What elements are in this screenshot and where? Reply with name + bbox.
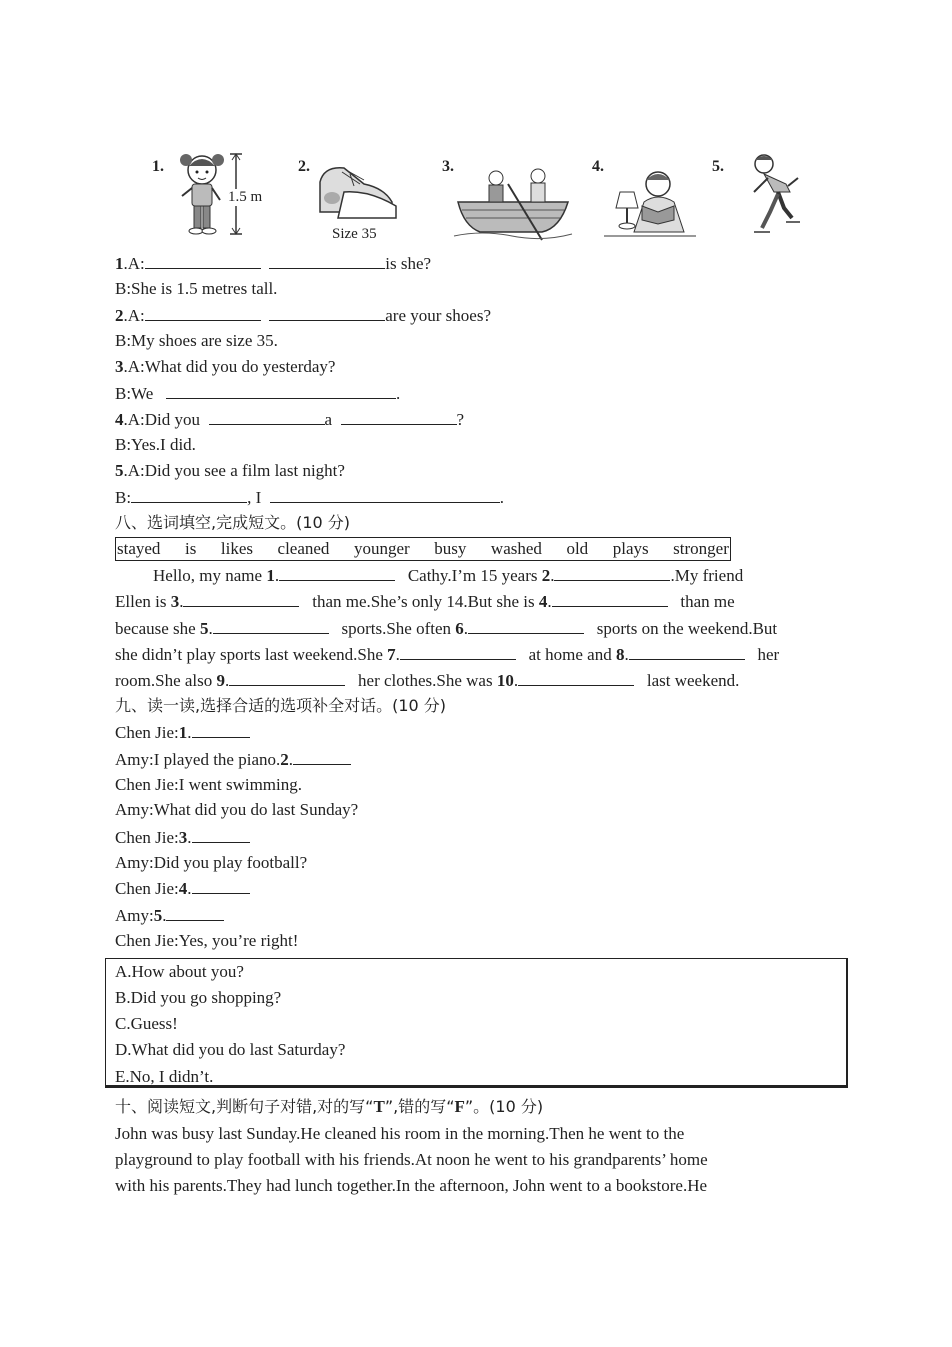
speaker-prefix: B: [115, 488, 132, 507]
q3-a-line [115, 356, 335, 378]
blank-number: 8 [615, 645, 625, 664]
speaker-prefix: .A: [123, 254, 145, 273]
q5-a-line [115, 460, 345, 482]
answer-blank[interactable] [554, 564, 670, 581]
option-item: B.Did you go shopping? [115, 988, 282, 1007]
word-bank-item: stayed [117, 539, 161, 558]
passage-text: her [757, 645, 780, 664]
passage-text: at home and [528, 645, 616, 664]
word-bank-item: is [184, 539, 197, 558]
answer-blank[interactable] [213, 617, 329, 634]
question-number: 2 [115, 306, 124, 325]
answer-blank[interactable] [552, 590, 668, 607]
question-number: 4 [115, 410, 124, 429]
picture-row [0, 148, 952, 248]
blank-number: 1 [178, 723, 188, 742]
dialogue-line: Chen Jie:3. [115, 826, 250, 849]
option-item: D.What did you do last Saturday? [115, 1040, 346, 1059]
question-text: .A:Did you see a film last night? [123, 461, 345, 480]
passage-text: than me.She’s only 14.But she is [312, 592, 539, 611]
sentence-end: . [499, 488, 504, 507]
answer-blank[interactable] [400, 643, 516, 660]
dialogue-line: Chen Jie:1. [115, 721, 250, 744]
boat-icon [452, 164, 574, 242]
heading-text: ”。(10 分) [464, 1097, 544, 1116]
picture-number: 5. [712, 158, 724, 175]
false-mark: F [454, 1097, 465, 1116]
answer-blank[interactable] [192, 877, 250, 894]
boy-reading-icon [604, 162, 696, 240]
dialogue-text: I played the piano. [153, 750, 281, 769]
q4-a-line [115, 408, 464, 431]
answer-blank[interactable] [166, 382, 396, 399]
option-item: C.Guess! [115, 1014, 178, 1033]
passage-text: sports.She often [341, 619, 456, 638]
passage-text: Hello, my name [153, 566, 267, 585]
answer-mid: , I [247, 488, 262, 507]
passage-line: she didn’t play sports last weekend.She 7. at home and 8. her [115, 645, 780, 664]
picture-number: 1. [152, 158, 164, 175]
answer-blank[interactable] [341, 408, 457, 425]
passage-text: .My friend [670, 566, 744, 585]
question-text: .A:What did you do yesterday? [123, 357, 336, 376]
answer-blank[interactable] [518, 669, 634, 686]
part10-heading [115, 1096, 543, 1118]
true-mark: T [373, 1097, 385, 1116]
answer-blank[interactable] [192, 826, 250, 843]
question-number: 3 [115, 357, 124, 376]
blank-number: 5 [153, 906, 163, 925]
speaker: Amy: [115, 750, 154, 769]
sentence-end: are your shoes? [385, 306, 491, 325]
passage-text: room.She also [115, 671, 217, 690]
answer-blank[interactable] [293, 748, 351, 765]
shoes-icon [314, 162, 400, 224]
blank-number: 10 [496, 671, 514, 690]
part9-heading: 九、读一读,选择合适的选项补全对话。(10 分) [115, 696, 447, 715]
passage-text: than me [680, 592, 735, 611]
answer-blank[interactable] [468, 617, 584, 634]
q5-b-line [115, 486, 504, 509]
picture-number: 4. [592, 158, 604, 175]
passage-text: Cathy.I’m 15 years [407, 566, 542, 585]
reading-passage-line: playground to play football with his friends.At noon he went to his grandparents’ home [115, 1150, 708, 1169]
word-bank-item: cleaned [277, 539, 330, 558]
option-item: E.No, I didn’t. [115, 1067, 214, 1086]
answer-blank[interactable] [269, 304, 385, 321]
dialogue-line: Amy:Did you play football? [115, 853, 308, 872]
question-mid: a [324, 410, 333, 429]
blank-number: 3 [170, 592, 180, 611]
q2-a-line [115, 304, 491, 327]
word-bank-item: younger [353, 539, 410, 558]
blank-number: 7 [387, 645, 396, 664]
word-bank-item: plays [612, 539, 649, 558]
dialogue-line: Amy:What did you do last Sunday? [115, 800, 359, 819]
word-bank-item: washed [490, 539, 542, 558]
picture-number: 3. [442, 158, 454, 175]
dialogue-line: Amy:I played the piano.2. [115, 748, 351, 771]
blank-number: 9 [216, 671, 226, 690]
question-text: .A:Did you [123, 410, 200, 429]
blank-number: 4 [538, 592, 548, 611]
dialogue-line: Chen Jie:I went swimming. [115, 775, 302, 794]
answer-blank[interactable] [269, 252, 385, 269]
sentence-end: is she? [385, 254, 432, 273]
answer-blank[interactable] [629, 643, 745, 660]
reading-passage-line: John was busy last Sunday.He cleaned his room in the morning.Then he went to the [115, 1124, 685, 1143]
q1-b-line: B:She is 1.5 metres tall. [115, 279, 278, 298]
sentence-end: ? [456, 410, 465, 429]
speaker: Chen Jie: [115, 879, 179, 898]
answer-blank[interactable] [166, 904, 224, 921]
blank-number: 2 [541, 566, 551, 585]
answer-blank[interactable] [229, 669, 345, 686]
part8-heading: 八、选词填空,完成短文。(10 分) [115, 513, 351, 532]
blank-number: 4 [178, 879, 188, 898]
question-number: 1 [115, 254, 124, 273]
dialogue-line: Amy:5. [115, 904, 224, 927]
blank-number: 6 [455, 619, 464, 638]
answer-blank[interactable] [145, 252, 261, 269]
blank-number: 2 [280, 750, 289, 769]
speaker-prefix: .A: [123, 306, 145, 325]
passage-line: room.She also 9. her clothes.She was 10. last weekend. [115, 671, 740, 690]
question-number: 5 [115, 461, 124, 480]
speaker: Chen Jie: [115, 828, 179, 847]
size-label: Size 35 [332, 226, 377, 242]
dialogue-line: Chen Jie:Yes, you’re right! [115, 931, 299, 950]
answer-blank[interactable] [279, 564, 395, 581]
picture-number: 2. [298, 158, 310, 175]
dialogue-line: Chen Jie:4. [115, 877, 250, 900]
passage-text: sports on the weekend.But [596, 619, 778, 638]
option-item: A.How about you? [115, 962, 244, 981]
passage-text: her clothes.She was [358, 671, 497, 690]
speaker-prefix: B:We [115, 384, 154, 403]
blank-number: 1 [266, 566, 275, 585]
height-label: 1.5 m [228, 189, 263, 205]
word-bank-item: old [566, 539, 589, 558]
answer-blank[interactable] [270, 486, 500, 503]
answer-blank[interactable] [131, 486, 247, 503]
answer-blank[interactable] [192, 721, 250, 738]
q4-b-line: B:Yes.I did. [115, 435, 196, 454]
q2-b-line: B:My shoes are size 35. [115, 331, 278, 350]
answer-blank[interactable] [183, 590, 299, 607]
boy-skating-icon [744, 152, 806, 238]
heading-text: 十、阅读短文,判断句子对错,对的写“ [115, 1097, 374, 1116]
reading-passage-line: with his parents.They had lunch together.In the afternoon, John went to a bookstore.He [115, 1176, 708, 1195]
passage-line: Ellen is 3. than me.She’s only 14.But she is 4. than me [115, 592, 735, 611]
passage-line: because she 5. sports.She often 6. sports on the weekend.But [115, 619, 778, 638]
sentence-end: . [396, 384, 401, 403]
passage-line: Hello, my name 1. Cathy.I’m 15 years 2. .My friend [153, 566, 744, 585]
speaker: Amy: [115, 906, 154, 925]
blank-number: 5 [199, 619, 209, 638]
passage-text: because she [115, 619, 200, 638]
word-bank-item: busy [434, 539, 467, 558]
word-bank [115, 537, 731, 561]
passage-text: she didn’t play sports last weekend.She [115, 645, 388, 664]
word-bank-item: likes [220, 539, 253, 558]
answer-blank[interactable] [145, 304, 261, 321]
word-bank-item: stronger [673, 539, 729, 558]
speaker: Chen Jie: [115, 723, 179, 742]
passage-text: Ellen is [115, 592, 171, 611]
q3-b-line [115, 382, 400, 405]
blank-number: 3 [178, 828, 188, 847]
q1-a-line [115, 252, 431, 275]
passage-text: last weekend. [646, 671, 740, 690]
heading-text: ”,错的写“ [384, 1097, 455, 1116]
answer-blank[interactable] [209, 408, 325, 425]
